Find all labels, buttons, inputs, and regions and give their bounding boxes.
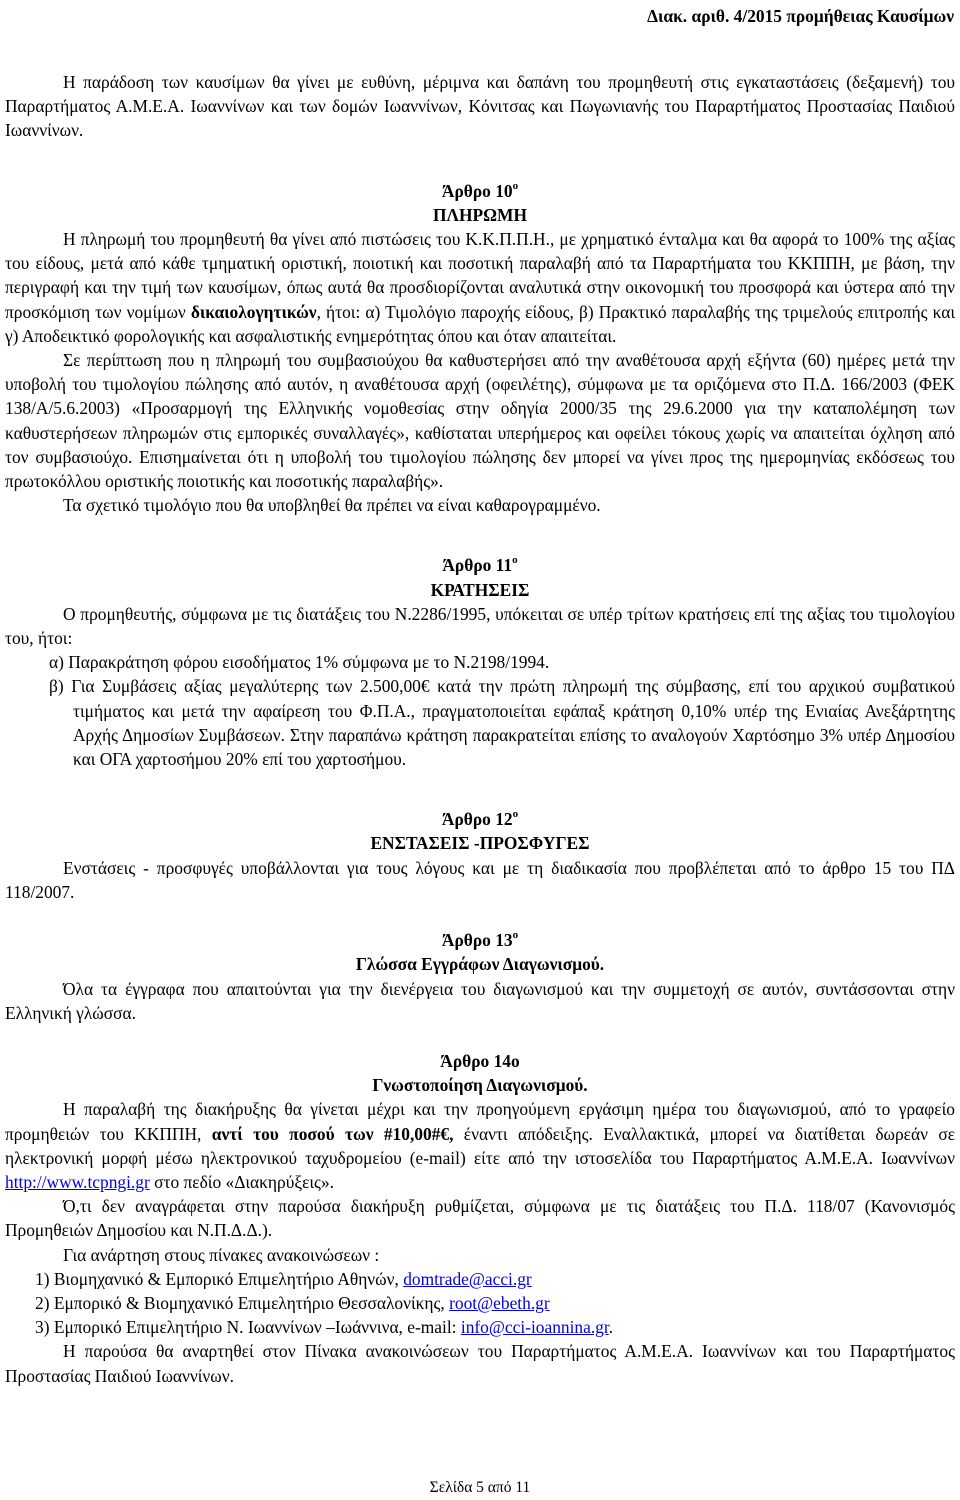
article-13-title: Γλώσσα Εγγράφων Διαγωνισμού. [355,954,605,975]
article-10-paragraph-1: Η πληρωμή του προμηθευτή θα γίνει από πιστώσεις του Κ.Κ.Π.Π.Η., με χρηματικό ένταλμα και θα αφορά το 100% της αξίας του είδους, μετά από κάθε τμηματική οριστική, ποιοτική και ποσοτική παραλαβή από τα Παραρτήματα του ΚΚΠΠΗ, με βάση, την περιγραφή και την τιμή των καυσίμων, όπως αυτά θα προσδιορίζονται αναλυτικά στην οικονομική του προσφορά και ύστερα από την προσκόμιση των νομίμων δικαιολογητικών, ήτοι: α) Τιμολόγιο παροχής είδους, β) Πρακτικό παραλαβής της τριμελούς επιτροπής και γ) Αποδεικτικό φορολογικής και ασφαλιστικής ενημερότητας όπου και όταν απαιτείται. [5,229,955,346]
announcement-list [5,1267,955,1340]
website-link[interactable]: http://www.tcpngi.gr [5,1171,150,1192]
email-link-cci-ioannina[interactable]: info@cci-ioannina.gr [460,1317,609,1338]
article-11-paragraph-1: Ο προμηθευτής, σύμφωνα με τις διατάξεις του Ν.2286/1995, υπόκειται σε υπέρ τρίτων κρατήσεις επί της αξίας του τιμολογίου του, ήτοι: [5,603,955,649]
article-11-item-b: β) Για Συμβάσεις αξίας μεγαλύτερης των 2.500,00€ κατά την πρώτη πληρωμή της σύμβασης, επί του αρχικού συμβατικού τιμήματος και μετά την αφαίρεση του Φ.Π.Α., πραγματοποιείται εφάπαξ κράτηση 0,10% υπέρ της Ενιαίας Ανεξάρτητης Αρχής Δημοσίων Συμβάσεων. Στην παραπάνω κράτηση παρακρατείται επίσης το αναλογούν Χαρτόσημο 3% υπέρ Δημοσίου και ΟΓΑ χαρτοσήμου 20% επί του χαρτοσήμου. [49,676,955,770]
list-item: 2) Εμπορικό & Βιομηχανικό Επιμελητήριο Θεσσαλονίκης, root@ebeth.gr [35,1292,550,1313]
document-body [5,70,955,1388]
article-13-heading: Άρθρο $13^o$ [441,929,519,951]
article-14-title: Γνωστοποίηση Διαγωνισμού. [372,1075,588,1096]
article-14-heading: Άρθρο 14ο [440,1050,520,1071]
article-11-item-a: α) Παρακράτηση φόρου εισοδήματος 1% σύμφωνα με το Ν.2198/1994. [49,652,550,673]
article-11-heading: Άρθρο $11^o$ [442,554,518,576]
article-12-paragraph-1: Ενστάσεις - προσφυγές υποβάλλονται για τους λόγους και με τη διαδικασία που προβλέπεται από το άρθρο 15 του ΠΔ 118/2007. [5,857,955,902]
article-14-paragraph-4: Η παρούσα θα αναρτηθεί στον Πίνακα ανακοινώσεων του Παραρτήματος Α.Μ.Ε.Α. Ιωαννίνων και του Παραρτήματος Προστασίας Παιδιού Ιωαννίνων. [5,1341,955,1386]
article-11-title: ΚΡΑΤΗΣΕΙΣ [430,579,530,600]
page-header: Διακ. αριθ. 4/2015 προμήθειας Καυσίμων [647,6,954,26]
article-14-paragraph-3: Για ανάρτηση στους πίνακες ανακοινώσεων : [63,1244,380,1265]
article-10-title: ΠΛΗΡΩΜΗ [432,204,527,225]
intro-paragraph: Η παράδοση των καυσίμων θα γίνει με ευθύνη, μέριμνα και δαπάνη του προμηθευτή στις εγκαταστάσεις (δεξαμενή) του Παραρτήματος Α.Μ.Ε.Α. Ιωαννίνων και των δομών Ιωαννίνων, Κόνιτσας και Πωγωνιανής του Παραρτήματος Προστασίας Παιδιού Ιωαννίνων. [5,72,955,141]
article-10-paragraph-3: Τα σχετικό τιμολόγιο που θα υποβληθεί θα πρέπει να είναι καθαρογραμμένο. [63,495,601,516]
list-item: 3) Εμπορικό Επιμελητήριο Ν. Ιωαννίνων –Ιωάννινα, e-mail: info@cci-ioannina.gr. [35,1317,614,1338]
article-10-heading: Άρθρο $10^o$ [441,179,519,201]
email-link-domtrade[interactable]: domtrade@acci.gr [403,1268,532,1289]
article-12-heading: Άρθρο $12^o$ [441,808,519,830]
article-13-paragraph-1: Όλα τα έγγραφα που απαιτούνται για την διενέργεια του διαγωνισμού και την συμμετοχή σε αυτόν, συντάσσονται στην Ελληνική γλώσσα. [5,978,955,1023]
list-item: 1) Βιομηχανικό & Εμπορικό Επιμελητήριο Αθηνών, domtrade@acci.gr [35,1268,532,1289]
article-14-paragraph-2: Ό,τι δεν αναγράφεται στην παρούσα διακήρυξη ρυθμίζεται, σύμφωνα με τις διατάξεις του Π.Δ. 118/07 (Κανονισμός Προμηθειών Δημοσίου και Ν.Π.Δ.Δ.). [5,1196,955,1241]
article-14-paragraph-1: Η παραλαβή της διακήρυξης θα γίνεται μέχρι και την προηγούμενη εργάσιμη ημέρα του διαγωνισμού, από το γραφείο προμηθειών του ΚΚΠΠΗ, αντί του ποσού των #10,00#€, έναντι απόδειξης. Εναλλακτικά, μπορεί να διατίθεται δωρεάν σε ηλεκτρονική μορφή μέσω ηλεκτρονικού ταχυδρομείου (e-mail) είτε από την ιστοσελίδα του Παραρτήματος Α.Μ.Ε.Α. Ιωαννίνων http://www.tcpngi.gr στο πεδίο «Διακηρύξεις». [5,1099,955,1192]
email-link-ebeth[interactable]: root@ebeth.gr [449,1292,550,1313]
article-12-title: ΕΝΣΤΑΣΕΙΣ -ΠΡΟΣΦΥΓΕΣ [370,833,590,854]
article-10-paragraph-2: Σε περίπτωση που η πληρωμή του συμβασιούχου θα καθυστερήσει από την αναθέτουσα αρχή εξήντα (60) ημέρες μετά την υποβολή του τιμολογίου πώλησης από αυτόν, η αναθέτουσα αρχή (οφειλέτης), σύμφωνα με τα οριζόμενα στο Π.Δ. 166/2003 (ΦΕΚ 138/Α/5.6.2003) «Προσαρμογή της Ελληνικής νομοθεσίας στην οδηγία 2000/35 της 29.6.2000 για την καταπολέμηση των καθυστερήσεων πληρωμών στις εμπορικές συναλλαγές», καθίσταται υπερήμερος και οφείλει τόκους χωρίς να απαιτείται όχληση από τον συμβασιούχο. Επισημαίνεται ότι η υποβολή του τιμολογίου πώλησης δεν μπορεί να γίνει προς της ημερομηνίας εκδόσεως του πρωτοκόλλου οριστικής ποιοτικής και ποσοτικής παραλαβής». [5,350,955,492]
page-footer: Σελίδα 5 από 11 [429,1479,531,1496]
